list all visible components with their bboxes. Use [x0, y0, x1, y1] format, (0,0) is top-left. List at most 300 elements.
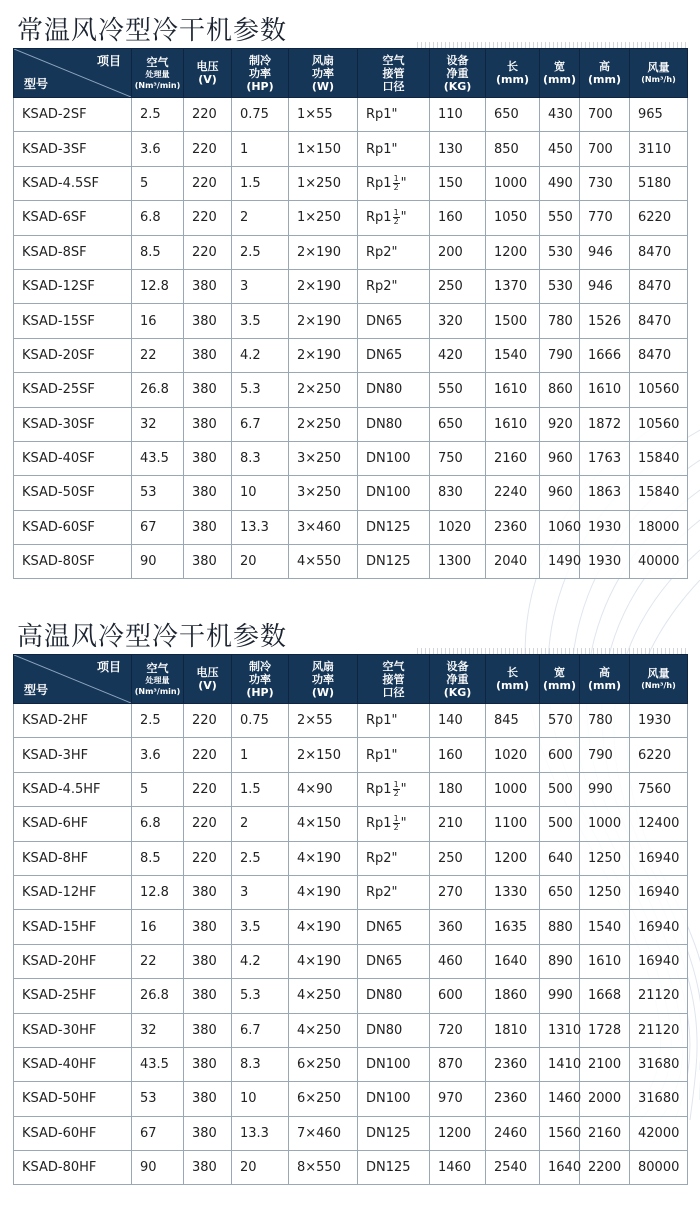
pipe-size-text: Rp2" [366, 850, 398, 866]
cell-height: 1763 [580, 441, 630, 475]
cell-pipe [358, 1116, 430, 1150]
cell-width: 990 [540, 979, 580, 1013]
cell-pipe [358, 201, 430, 235]
cell-weight: 750 [430, 441, 486, 475]
cell-pipe [358, 944, 430, 978]
section-title: 常温风冷型冷干机参数 [17, 16, 288, 46]
cell-length: 1200 [486, 841, 540, 875]
table-row [14, 944, 688, 978]
cell-length: 1050 [486, 201, 540, 235]
cell-height: 1930 [580, 545, 630, 579]
header-line: 风扇 [312, 53, 334, 67]
header-voltage [184, 49, 232, 98]
table-row [14, 476, 688, 510]
header-line: (Nm³/min) [134, 80, 181, 90]
cell-cool: 3 [232, 875, 289, 909]
pipe-fraction: $\frac{1}{2}$ [393, 173, 399, 192]
header-row [14, 49, 688, 98]
cell-fan: 4×190 [289, 875, 358, 909]
cell-weight: 320 [430, 304, 486, 338]
cell-voltage: 220 [184, 807, 232, 841]
cell-air: 15840 [630, 441, 688, 475]
section-title-row [13, 614, 687, 654]
cell-air: 6220 [630, 738, 688, 772]
cell-voltage: 380 [184, 510, 232, 544]
cell-air: 6220 [630, 201, 688, 235]
cell-pipe [358, 875, 430, 909]
cell-fan: 6×250 [289, 1047, 358, 1081]
cell-model: KSAD-30SF [14, 407, 132, 441]
cell-length: 845 [486, 704, 540, 738]
cell-air: 5180 [630, 166, 688, 200]
cell-pipe [358, 704, 430, 738]
cell-width: 780 [540, 304, 580, 338]
cell-model: KSAD-40SF [14, 441, 132, 475]
header-line: 长 [507, 60, 518, 73]
header-item-model [14, 655, 132, 704]
cell-pipe [358, 545, 430, 579]
cell-width: 880 [540, 910, 580, 944]
header-fan-power [289, 655, 358, 704]
header-line: (mm) [543, 679, 576, 692]
cell-length: 850 [486, 132, 540, 166]
cell-width: 960 [540, 441, 580, 475]
cell-weight: 720 [430, 1013, 486, 1047]
cell-length: 1635 [486, 910, 540, 944]
header-length [486, 49, 540, 98]
cell-cool: 10 [232, 476, 289, 510]
table-row [14, 1151, 688, 1185]
cell-weight: 250 [430, 841, 486, 875]
cell-flow: 67 [132, 510, 184, 544]
cell-width: 860 [540, 373, 580, 407]
header-item-label: 项目 [96, 660, 121, 674]
cell-voltage: 380 [184, 407, 232, 441]
cell-height: 1930 [580, 510, 630, 544]
pipe-size-text: DN125 [366, 519, 411, 535]
cell-length: 2360 [486, 510, 540, 544]
cell-fan: 2×190 [289, 235, 358, 269]
cell-cool: 6.7 [232, 407, 289, 441]
section-title: 高温风冷型冷干机参数 [17, 622, 288, 652]
cell-voltage: 220 [184, 166, 232, 200]
cell-cool: 8.3 [232, 1047, 289, 1081]
cell-flow: 8.5 [132, 235, 184, 269]
cell-air: 31680 [630, 1082, 688, 1116]
title-divider [417, 42, 687, 48]
cell-length: 1500 [486, 304, 540, 338]
pipe-size-text: DN125 [366, 1125, 411, 1141]
cell-flow: 2.5 [132, 704, 184, 738]
cell-width: 450 [540, 132, 580, 166]
pipe-size-text: Rp1" [366, 107, 398, 123]
cell-length: 2360 [486, 1047, 540, 1081]
cell-height: 1863 [580, 476, 630, 510]
cell-model: KSAD-20SF [14, 338, 132, 372]
cell-flow: 67 [132, 1116, 184, 1150]
cell-pipe [358, 1082, 430, 1116]
cell-weight: 420 [430, 338, 486, 372]
cell-pipe [358, 510, 430, 544]
table-row [14, 407, 688, 441]
cell-fan: 4×90 [289, 772, 358, 806]
pipe-size-text: DN125 [366, 1160, 411, 1176]
header-air-flow [132, 655, 184, 704]
cell-voltage: 380 [184, 373, 232, 407]
cell-flow: 32 [132, 407, 184, 441]
cell-height: 700 [580, 98, 630, 132]
cell-model: KSAD-60SF [14, 510, 132, 544]
cell-cool: 20 [232, 1151, 289, 1185]
header-line: (V) [198, 679, 217, 692]
cell-voltage: 220 [184, 841, 232, 875]
header-line: 净重 [446, 66, 469, 80]
cell-weight: 460 [430, 944, 486, 978]
cell-cool: 1.5 [232, 772, 289, 806]
cell-weight: 250 [430, 269, 486, 303]
cell-width: 1640 [540, 1151, 580, 1185]
pipe-size-text: Rp2" [366, 885, 398, 901]
header-line: 制冷 [249, 659, 271, 673]
cell-length: 2540 [486, 1151, 540, 1185]
cell-voltage: 380 [184, 910, 232, 944]
table-body [14, 704, 688, 1185]
cell-flow: 12.8 [132, 875, 184, 909]
cell-flow: 12.8 [132, 269, 184, 303]
cell-voltage: 220 [184, 235, 232, 269]
cell-air: 31680 [630, 1047, 688, 1081]
header-line: 风量 [647, 61, 670, 74]
cell-weight: 360 [430, 910, 486, 944]
cell-cool: 3.5 [232, 910, 289, 944]
table-row [14, 132, 688, 166]
cell-width: 500 [540, 772, 580, 806]
cell-height: 1250 [580, 841, 630, 875]
cell-length: 1640 [486, 944, 540, 978]
pipe-size-text: DN80 [366, 382, 403, 398]
cell-voltage: 220 [184, 772, 232, 806]
cell-fan: 4×190 [289, 944, 358, 978]
cell-air: 18000 [630, 510, 688, 544]
cell-length: 2360 [486, 1082, 540, 1116]
cell-pipe [358, 807, 430, 841]
header-line: (mm) [588, 73, 621, 86]
header-line: (HP) [246, 79, 274, 93]
cell-voltage: 380 [184, 1116, 232, 1150]
cell-flow: 90 [132, 545, 184, 579]
cell-voltage: 380 [184, 875, 232, 909]
cell-cool: 2 [232, 201, 289, 235]
pipe-size-text: DN100 [366, 485, 411, 501]
cell-length: 1810 [486, 1013, 540, 1047]
pipe-size-text: DN65 [366, 919, 403, 935]
table-row [14, 875, 688, 909]
cell-height: 990 [580, 772, 630, 806]
cell-pipe [358, 373, 430, 407]
cell-model: KSAD-2SF [14, 98, 132, 132]
cell-voltage: 220 [184, 738, 232, 772]
cell-length: 1540 [486, 338, 540, 372]
header-line: 接管 [382, 672, 405, 686]
pipe-size-text: DN80 [366, 1022, 403, 1038]
cell-weight: 210 [430, 807, 486, 841]
header-line: (W) [311, 79, 335, 93]
cell-model: KSAD-12SF [14, 269, 132, 303]
cell-width: 890 [540, 944, 580, 978]
cell-cool: 3 [232, 269, 289, 303]
cell-length: 1000 [486, 772, 540, 806]
cell-model: KSAD-25SF [14, 373, 132, 407]
cell-pipe [358, 1013, 430, 1047]
cell-air: 8470 [630, 338, 688, 372]
cell-cool: 0.75 [232, 98, 289, 132]
header-line: 功率 [312, 66, 334, 80]
header-line: 制冷 [249, 53, 271, 67]
cell-fan: 2×190 [289, 338, 358, 372]
cell-cool: 6.7 [232, 1013, 289, 1047]
table-row [14, 545, 688, 579]
cell-model: KSAD-2HF [14, 704, 132, 738]
cell-voltage: 380 [184, 944, 232, 978]
header-line: 空气 [146, 55, 169, 69]
table-row [14, 910, 688, 944]
cell-cool: 10 [232, 1082, 289, 1116]
cell-model: KSAD-6HF [14, 807, 132, 841]
cell-air: 21120 [630, 979, 688, 1013]
table-row [14, 166, 688, 200]
header-line: 宽 [554, 666, 565, 679]
header-fan-power [289, 49, 358, 98]
header-width [540, 655, 580, 704]
cell-cool: 1.5 [232, 166, 289, 200]
cell-width: 1060 [540, 510, 580, 544]
cell-cool: 2 [232, 807, 289, 841]
table-row [14, 338, 688, 372]
header-line: 处理量 [145, 69, 170, 79]
table-row [14, 304, 688, 338]
section-normal-temp [13, 8, 687, 579]
cell-length: 2160 [486, 441, 540, 475]
header-line: 功率 [249, 672, 271, 686]
cell-air: 16940 [630, 841, 688, 875]
header-air-volume [630, 49, 688, 98]
cell-voltage: 220 [184, 98, 232, 132]
table-row [14, 1013, 688, 1047]
cell-length: 1330 [486, 875, 540, 909]
cell-pipe [358, 1047, 430, 1081]
cell-fan: 3×460 [289, 510, 358, 544]
cell-fan: 7×460 [289, 1116, 358, 1150]
cell-flow: 43.5 [132, 441, 184, 475]
cell-air: 10560 [630, 373, 688, 407]
header-width [540, 49, 580, 98]
pipe-size-text: DN125 [366, 554, 411, 570]
cell-pipe [358, 841, 430, 875]
cell-air: 16940 [630, 910, 688, 944]
header-model-label: 型号 [24, 77, 49, 91]
cell-model: KSAD-12HF [14, 875, 132, 909]
pipe-size-text: Rp1 [366, 175, 392, 191]
inch-mark: " [400, 210, 407, 226]
table-row [14, 98, 688, 132]
header-line: 电压 [196, 666, 219, 679]
cell-height: 1610 [580, 944, 630, 978]
header-height [580, 655, 630, 704]
cell-weight: 130 [430, 132, 486, 166]
cell-fan: 1×55 [289, 98, 358, 132]
table-row [14, 1047, 688, 1081]
cell-flow: 43.5 [132, 1047, 184, 1081]
cell-air: 15840 [630, 476, 688, 510]
header-line: 处理量 [145, 675, 170, 685]
cell-cool: 13.3 [232, 1116, 289, 1150]
header-line: 功率 [249, 66, 271, 80]
pipe-size-text: DN100 [366, 451, 411, 467]
cell-width: 640 [540, 841, 580, 875]
cell-weight: 140 [430, 704, 486, 738]
pipe-size-text: DN65 [366, 347, 403, 363]
cell-pipe [358, 98, 430, 132]
cell-model: KSAD-4.5HF [14, 772, 132, 806]
cell-cool: 13.3 [232, 510, 289, 544]
cell-flow: 53 [132, 1082, 184, 1116]
header-line: 设备 [446, 53, 469, 67]
cell-air: 12400 [630, 807, 688, 841]
cell-weight: 1460 [430, 1151, 486, 1185]
cell-model: KSAD-4.5SF [14, 166, 132, 200]
cell-model: KSAD-15HF [14, 910, 132, 944]
header-air-flow [132, 49, 184, 98]
cell-flow: 32 [132, 1013, 184, 1047]
cell-length: 2460 [486, 1116, 540, 1150]
cell-cool: 5.3 [232, 373, 289, 407]
cell-air: 42000 [630, 1116, 688, 1150]
header-pipe-size [358, 49, 430, 98]
header-net-weight [430, 49, 486, 98]
cell-length: 1200 [486, 235, 540, 269]
cell-width: 1410 [540, 1047, 580, 1081]
header-line: 空气 [382, 659, 405, 673]
cell-pipe [358, 910, 430, 944]
table-row [14, 510, 688, 544]
cell-flow: 90 [132, 1151, 184, 1185]
header-line: (Nm³/h) [641, 681, 676, 690]
cell-width: 500 [540, 807, 580, 841]
cell-voltage: 380 [184, 1013, 232, 1047]
cell-cool: 3.5 [232, 304, 289, 338]
pipe-fraction: $\frac{1}{2}$ [393, 208, 399, 227]
table-row [14, 1082, 688, 1116]
cell-weight: 600 [430, 979, 486, 1013]
cell-flow: 26.8 [132, 373, 184, 407]
header-line: (V) [198, 73, 217, 86]
cell-width: 1460 [540, 1082, 580, 1116]
cell-weight: 150 [430, 166, 486, 200]
cell-flow: 22 [132, 944, 184, 978]
cell-cool: 0.75 [232, 704, 289, 738]
cell-model: KSAD-80SF [14, 545, 132, 579]
cell-height: 1000 [580, 807, 630, 841]
table-row [14, 1116, 688, 1150]
cell-fan: 2×55 [289, 704, 358, 738]
table-row [14, 772, 688, 806]
table-header [14, 655, 688, 704]
header-line: 长 [507, 666, 518, 679]
cell-fan: 2×150 [289, 738, 358, 772]
spec-table [13, 48, 688, 579]
cell-height: 730 [580, 166, 630, 200]
header-pipe-size [358, 655, 430, 704]
pipe-size-text: Rp1 [366, 781, 392, 797]
header-line: 净重 [446, 672, 469, 686]
header-line: 功率 [312, 672, 334, 686]
inch-mark: " [400, 175, 407, 191]
cell-voltage: 380 [184, 269, 232, 303]
cell-height: 1540 [580, 910, 630, 944]
header-line: (HP) [246, 685, 274, 699]
cell-flow: 16 [132, 304, 184, 338]
table-row [14, 738, 688, 772]
cell-air: 40000 [630, 545, 688, 579]
cell-flow: 5 [132, 772, 184, 806]
cell-pipe [358, 979, 430, 1013]
cell-pipe [358, 441, 430, 475]
header-line: (Nm³/min) [134, 686, 181, 696]
cell-voltage: 380 [184, 1047, 232, 1081]
cell-air: 3110 [630, 132, 688, 166]
cell-fan: 2×190 [289, 304, 358, 338]
table-row [14, 373, 688, 407]
header-line: (mm) [588, 679, 621, 692]
cell-cool: 1 [232, 132, 289, 166]
cell-flow: 6.8 [132, 201, 184, 235]
cell-voltage: 380 [184, 441, 232, 475]
cell-flow: 3.6 [132, 132, 184, 166]
cell-air: 1930 [630, 704, 688, 738]
cell-model: KSAD-50HF [14, 1082, 132, 1116]
cell-fan: 1×250 [289, 166, 358, 200]
section-high-temp [13, 614, 687, 1185]
cell-height: 700 [580, 132, 630, 166]
cell-width: 600 [540, 738, 580, 772]
header-line: 设备 [446, 659, 469, 673]
cell-length: 2240 [486, 476, 540, 510]
cell-cool: 1 [232, 738, 289, 772]
cell-air: 80000 [630, 1151, 688, 1185]
cell-flow: 5 [132, 166, 184, 200]
cell-fan: 1×150 [289, 132, 358, 166]
header-length [486, 655, 540, 704]
cell-pipe [358, 476, 430, 510]
cell-flow: 53 [132, 476, 184, 510]
header-line: (Nm³/h) [641, 75, 676, 84]
cell-fan: 4×150 [289, 807, 358, 841]
header-line: 风量 [647, 667, 670, 680]
cell-width: 490 [540, 166, 580, 200]
cell-height: 1872 [580, 407, 630, 441]
header-line: (W) [311, 685, 335, 699]
cell-weight: 550 [430, 373, 486, 407]
cell-air: 8470 [630, 269, 688, 303]
cell-model: KSAD-6SF [14, 201, 132, 235]
header-line: 高 [599, 666, 610, 679]
cell-weight: 180 [430, 772, 486, 806]
header-line: 电压 [196, 60, 219, 73]
cell-height: 1668 [580, 979, 630, 1013]
cell-pipe [358, 772, 430, 806]
pipe-size-text: DN65 [366, 953, 403, 969]
cell-pipe [358, 269, 430, 303]
